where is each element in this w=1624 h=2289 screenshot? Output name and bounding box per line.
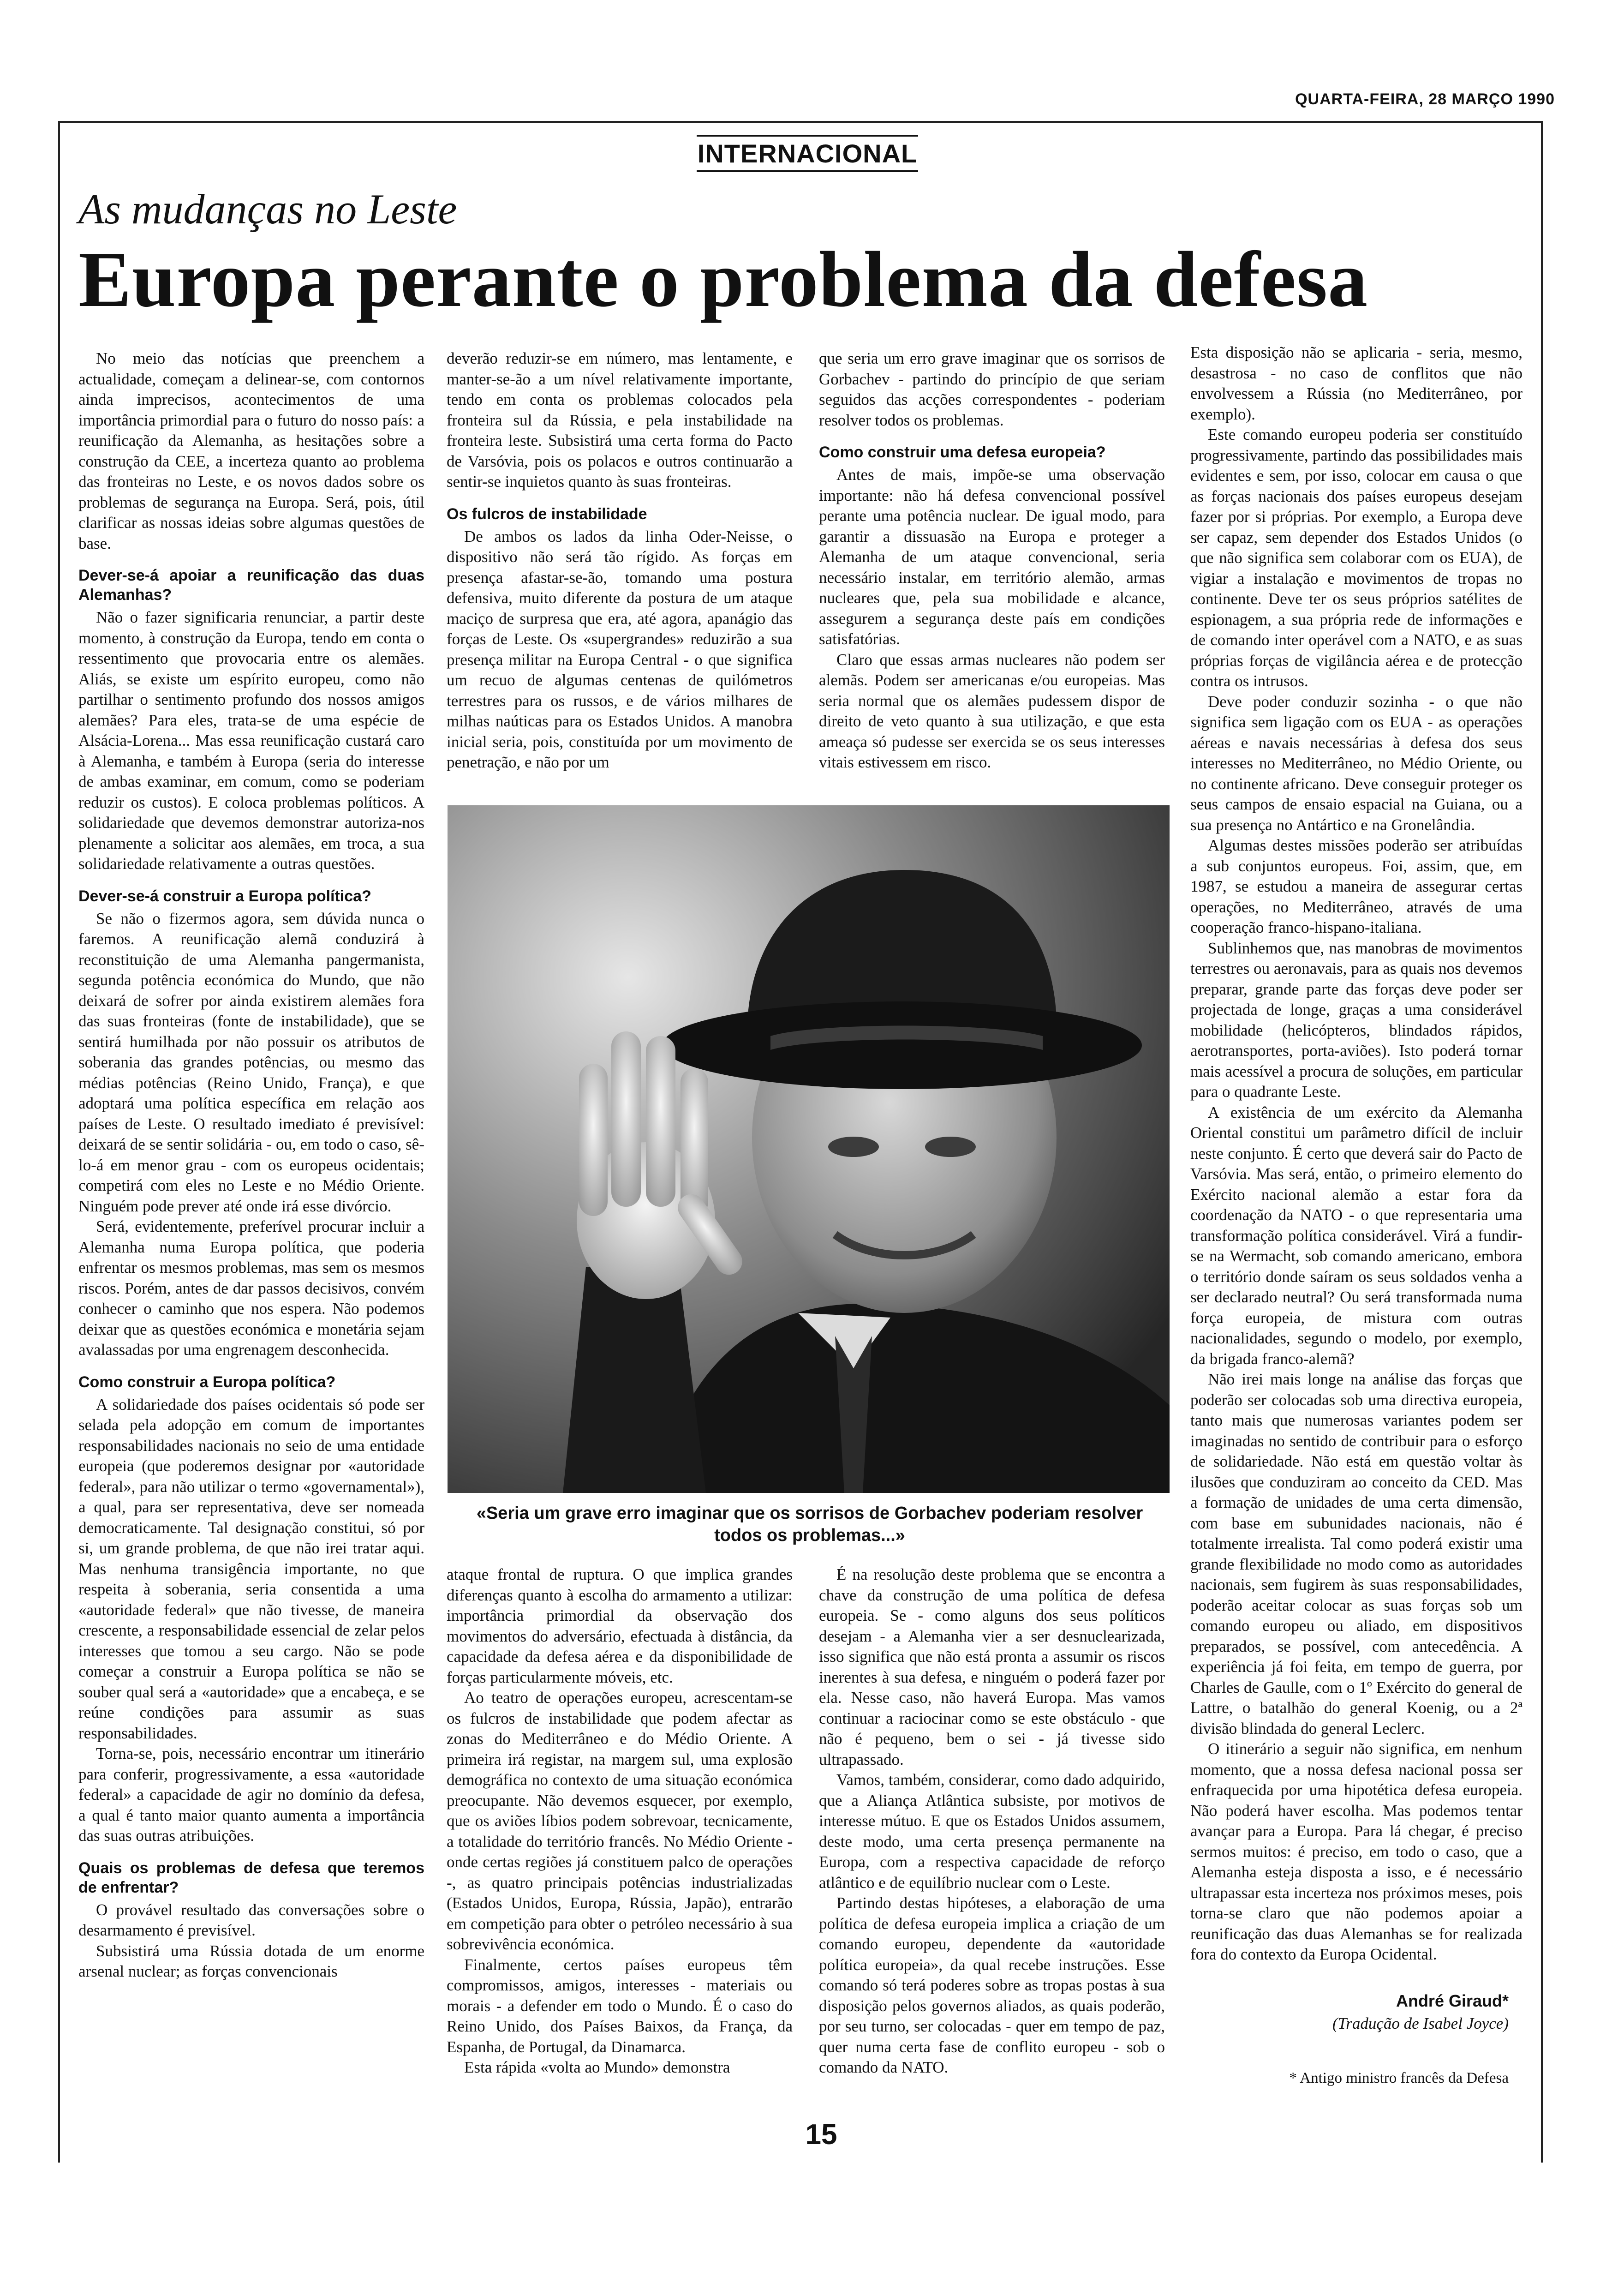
translator-credit: (Tradução de Isabel Joyce) xyxy=(1332,2014,1509,2032)
article-column-4 xyxy=(1190,342,1522,1965)
paragraph: A existência de um exército da Alemanha Oriental constitui um parâmetro difícil de incluir neste conjunto. É certo que deverá sair do Pacto de Varsóvia. Mas será, então, o primeiro elemento do Exército nacional alemão a estar fora da coordenação da NATO - o que representaria uma transformação política considerável. Virá a fundir-se na Wermacht, sob comando americano, embora o território donde saíram os seus soldados venha a ser declarado neutral? Ou será transformada numa força europeia, de mistura com outras nacionalidades, segundo o modelo, por exemplo, da brigada franco-alemã? xyxy=(1190,1103,1522,1368)
article-column-1 xyxy=(78,348,424,1982)
paragraph: Deve poder conduzir sozinha - o que não significa sem ligação com os EUA - as operações aéreas e navais necessárias à defesa dos seus interesses no Mediterrâneo, no Médio Oriente, ou no continente africano. Deve conseguir proteger os seus campos de ensaio espacial na Guiana, ou a sua presença no Antártico e na Gronelândia. xyxy=(1190,692,1522,834)
article-column-3-top xyxy=(819,348,1165,773)
paragraph: Será, evidentemente, preferível procurar incluir a Alemanha numa Europa política, que poderia enfrentar os mesmos problemas, mas sem os mesmos riscos. Porém, antes de dar passos decisivos, convém conhecer o caminho que nos espera. Não podemos deixar que as questões económica e monetária sejam avalassadas por uma engrenagem desconhecida. xyxy=(78,1217,424,1359)
paragraph: Torna-se, pois, necessário encontrar um itinerário para conferir, progressivamente, a essa «autoridade federal» a capacidade de agir no domínio da defesa, a qual é tanto maior quanto aumenta a importância das suas outras atribuições. xyxy=(78,1744,424,1845)
paragraph: deverão reduzir-se em número, mas lentamente, e manter-se-ão a um nível relativamente importante, tendo em conta os problemas colocados pela fronteira sul da Rússia, e pela instabilidade na fronteira leste. Subsistirá uma certa forma do Pacto de Varsóvia, pois os polacos e outros continuarão a sentir-se inquietos quanto às suas fronteiras. xyxy=(447,349,793,491)
article-kicker: As mudanças no Leste xyxy=(78,186,457,233)
paragraph: Vamos, também, considerar, como dado adquirido, que a Aliança Atlântica subsiste, por motivos de interesse mútuo. E que os Estados Unidos assumem, deste modo, uma certa presença permanente na Europa, com a respectiva capacidade de reforço atlântico e de equilíbrio nuclear com o Leste. xyxy=(819,1771,1165,1892)
paragraph: que seria um erro grave imaginar que os sorrisos de Gorbachev - partindo do princípio de que seriam seguidos das acções correspondentes - poderiam resolver todos os problemas. xyxy=(819,349,1165,429)
paragraph: No meio das notícias que preenchem a actualidade, começam a delinear-se, com contornos ainda imprecisos, acontecimentos de uma importância primordial para o futuro do nosso país: a reunificação da Alemanha, as hesitações sobre a construção da CEE, a incerteza quanto ao problema das fronteiras no Leste, e os novos dados sobre os problemas de segurança na Europa. Será, pois, útil clarificar as nossas ideias sobre algumas questões de base. xyxy=(78,349,424,552)
subheading: Como construir uma defesa europeia? xyxy=(819,443,1106,461)
article-column-2-bottom xyxy=(447,1564,793,2078)
section-label: INTERNACIONAL xyxy=(697,135,918,172)
article-column-2-top xyxy=(447,348,793,773)
paragraph: Partindo destas hipóteses, a elaboração de uma política de defesa europeia implica a criação de um comando europeu, dependente da «autoridade política europeia», da qual recebe instruções. Esse comando só terá poderes sobre as tropas postas à sua disposição pelos governos aliados, as quais poderão, por seu turno, ser colocadas - quer em tempo de paz, quer numa certa fase de conflito europeu - sob o comando da NATO. xyxy=(819,1894,1165,2076)
paragraph: Sublinhemos que, nas manobras de movimentos terrestres ou aeronavais, para as quais nos devemos preparar, grande parte das forças deve poder ser projectada de longe, graças a uma considerável mobilidade (helicópteros, blindados rápidos, aerotransportes, porta-aviões). Isto poderá tornar mais acessível a procura de soluções, em particular para o quadrante Leste. xyxy=(1190,939,1522,1101)
article-column-3-bottom xyxy=(819,1564,1165,2078)
paragraph: Subsistirá uma Rússia dotada de um enorme arsenal nuclear; as forças convencionais xyxy=(78,1941,424,1980)
paragraph: O provável resultado das conversações sobre o desarmamento é previsível. xyxy=(78,1900,424,1939)
paragraph: Algumas destes missões poderão ser atribuídas a sub conjuntos europeus. Foi, assim, que, em 1987, se estudou a maneira de assegurar certas operações, no Mediterrâneo, através de uma cooperação franco-hispano-italiana. xyxy=(1190,836,1522,936)
paragraph: Não irei mais longe na análise das forças que poderão ser colocadas sob uma directiva europeia, tanto mais que numerosas variantes podem ser imaginadas no sentido de contribuir para o esforço de solidariedade. Não está em questão voltar às ilusões que conduziram ao conceito da CED. Mas a formação de unidades de uma certa dimensão, com base em subunidades nacionais, não é totalmente irrealista. Tal como poderá existir uma grande flexibilidade no modo como as autoridades nacionais, sem fugirem às suas responsabilidades, poderão aceitar colocar as suas forças sob um comando europeu ou aliado, em dispositivos preparados, se possível, com antecedência. A experiência já foi feita, em tempo de guerra, por Charles de Gaulle, com o 1º Exército do general de Lattre, o batalhão do general Koenig, ou a 2ª divisão blindada do general Leclerc. xyxy=(1190,1370,1522,1738)
author-footnote: * Antigo ministro francês da Defesa xyxy=(1289,2070,1509,2086)
paragraph: Se não o fizermos agora, sem dúvida nunca o faremos. A reunificação alemã conduzirá à reconstituição de uma Alemanha pangermanista, segunda potência económica do Mundo, que não deixará de sofrer por ainda existirem alemães fora das suas fronteiras (fonte de instabilidade), que se sentirá humilhada por não possuir os atributos de soberania das grandes potências, ou mesmo das médias potências (Reino Unido, França), e que adoptará uma política específica em relação aos países de Leste. O resultado imediato é previsível: deixará de se sentir solidária - ou, em todo o caso, sê-lo-á em menor grau - com os europeus ocidentais; competirá com eles no Leste e no Médio Oriente. Ninguém pode prever até onde irá esse divórcio. xyxy=(78,909,424,1215)
author-byline: André Giraud* xyxy=(1396,1991,1509,2010)
paragraph: Antes de mais, impõe-se uma observação importante: não há defesa convencional possível perante uma potência nuclear. De igual modo, para garantir a dissuasão na Europa e proteger a Alemanha de um ataque convencional, seria necessário instalar, em território alemão, armas nucleares que, pela sua mobilidade e alcance, assegurem a segurança deste país em condições satisfatórias. xyxy=(819,466,1165,648)
photo-caption: «Seria um grave erro imaginar que os sorrisos de Gorbachev poderiam resolver todos os problemas...» xyxy=(476,1504,1143,1545)
issue-date: QUARTA-FEIRA, 28 MARÇO 1990 xyxy=(1295,90,1555,108)
subheading: Como construir a Europa política? xyxy=(78,1373,336,1391)
subheading: Quais os problemas de defesa que teremos de enfrentar? xyxy=(78,1859,424,1896)
paragraph: ataque frontal de ruptura. O que implica grandes diferenças quanto à escolha do armamento a utilizar: importância primordial da observação dos movimentos do adversário, efectuada à distância, da capacidade da defesa aérea e da disponibilidade de forças particularmente móveis, etc. xyxy=(447,1565,793,1686)
paragraph: A solidariedade dos países ocidentais só pode ser selada pela adopção em comum de importantes responsabilidades nacionais no seio de uma entidade europeia (que poderemos designar por «autoridade federal», para não utilizar o termo «governamental»), a qual, para ser representativa, deve ser nomeada democraticamente. Tal designação constitui, só por si, um grande problema, de que não irei tratar aqui. Mas nenhuma transigência importante, no que respeita à soberania, seria consentida a uma «autoridade federal» que não tivesse, de maneira crescente, a responsabilidade essencial de zelar pelos interesses que tomou a seu cargo. Não se pode começar a construir a Europa política se não se souber qual será a «autoridade» que a encabeça, e se reúne condições para assumir as suas responsabilidades. xyxy=(78,1395,424,1742)
gorbachev-photo xyxy=(448,805,1170,1493)
subheading: Dever-se-á construir a Europa política? xyxy=(78,887,371,905)
paragraph: Este comando europeu poderia ser constituído progressivamente, partindo das possibilidades mais evidentes e sem, por isso, colocar em causa o que as forças nacionais dos países europeus desejam fazer por si próprias. Por exemplo, a Europa deve ser capaz, sem depender dos Estados Unidos (o que não significa sem colaborar com os EUA), de vigiar a instalação e movimentos de tropas no continente. Deve ter os seus próprios satélites de espionagem, a sua própria rede de informações e de comando inter operável com a NATO, e as suas próprias forças de vigilância aérea e de protecção contra os intrusos. xyxy=(1190,425,1522,690)
paragraph: Esta rápida «volta ao Mundo» demonstra xyxy=(464,2058,730,2076)
paragraph: Claro que essas armas nucleares não podem ser alemãs. Podem ser americanas e/ou europeias. Mas seria normal que os alemães pudessem dispor de direito de veto quanto à sua utilização, e que esta ameaça só pudesse ser exercida se os seus interesses vitais estivessem em risco. xyxy=(819,650,1165,771)
paragraph: Ao teatro de operações europeu, acrescentam-se os fulcros de instabilidade que podem afectar as zonas do Mediterrâneo e do Médio Oriente. A primeira irá registar, na margem sul, uma explosão demográfica no contexto de uma situação económica preocupante. Não devemos esquecer, por exemplo, que os aviões líbios podem sobrevoar, tecnicamente, a totalidade do território francês. No Médio Oriente - onde certas regiões já constituem palco de operações -, as quatro principais potências industrializadas (Estados Unidos, Europa, Rússia, Japão), entrarão em competição para obter o petróleo necessário à sua sobrevivência económica. xyxy=(447,1689,793,1953)
paragraph: O itinerário a seguir não significa, em nenhum momento, que a nossa defesa nacional possa ser enfraquecida por uma hipotética defesa europeia. Não poderá haver escolha. Mas podemos tentar avançar para a Europa. Para lá chegar, é preciso sermos muitos: é preciso, em todo o caso, que a Alemanha esteja disposta a isso, e é necessário ultrapassar esta incerteza nos próximos meses, pois torna-se claro que não podemos apoiar a reunificação das duas Alemanhas se for realizada fora do contexto da Europa Ocidental. xyxy=(1190,1740,1522,1963)
paragraph: É na resolução deste problema que se encontra a chave da construção de uma política de defesa europeia. Se - como alguns dos seus políticos desejam - a Alemanha vier a ser desnuclearizada, isso significa que não está pronta a assumir os riscos inerentes à sua defesa, e ninguém o poderá fazer por ela. Nesse caso, não haverá Europa. Mas vamos continuar a raciocinar como se este obstáculo - que não é pequeno, bem o sei - já tivesse sido ultrapassado. xyxy=(819,1565,1165,1768)
page-number: 15 xyxy=(805,2119,837,2151)
paragraph: De ambos os lados da linha Oder-Neisse, o dispositivo não será tão rígido. As forças em presença afastar-se-ão, tomando uma postura defensiva, muito diferente da postura de um ataque maciço de surpresa que era, até agora, apanágio das forças de Leste. Os «supergrandes» reduzirão a sua presença militar na Europa Central - o que significa um recuo de algumas centenas de quilómetros terrestres para os russos, e de vários milhares de milhas naúticas para os Estados Unidos. A manobra inicial seria, pois, constituída por um movimento de penetração, e não por um xyxy=(447,527,793,771)
paragraph: Não o fazer significaria renunciar, a partir deste momento, à construção da Europa, tendo em conta o ressentimento que provocaria entre os alemães. Aliás, se existe um espírito europeu, como não partilhar o sentimento profundo dos nossos amigos alemães? Para eles, trata-se de uma espécie de Alsácia-Lorena... Mas essa reunificação custará caro à Alemanha, e também à Europa (seria do interesse de ambas examinar, em comum, como se poderiam reduzir os custos). E coloca problemas políticos. A solidariedade que devemos demonstrar autoriza-nos plenamente a solicitar aos alemães, em troca, a sua solidariedade relativamente a outras questões. xyxy=(78,608,424,873)
paragraph: Esta disposição não se aplicaria - seria, mesmo, desastrosa - no caso de conflitos que não envolvessem a Rússia (no Mediterrâneo, por exemplo). xyxy=(1190,343,1522,423)
subheading: Os fulcros de instabilidade xyxy=(447,505,647,523)
article-headline: Europa perante o problema da defesa xyxy=(78,236,1368,324)
subheading: Dever-se-á apoiar a reunificação das duas Alemanhas? xyxy=(78,567,424,604)
paragraph: Finalmente, certos países europeus têm compromissos, amigos, interesses - materiais ou morais - a defender em todo o Mundo. É o caso do Reino Unido, dos Países Baixos, da França, da Espanha, de Portugal, da Dinamarca. xyxy=(447,1955,793,2056)
